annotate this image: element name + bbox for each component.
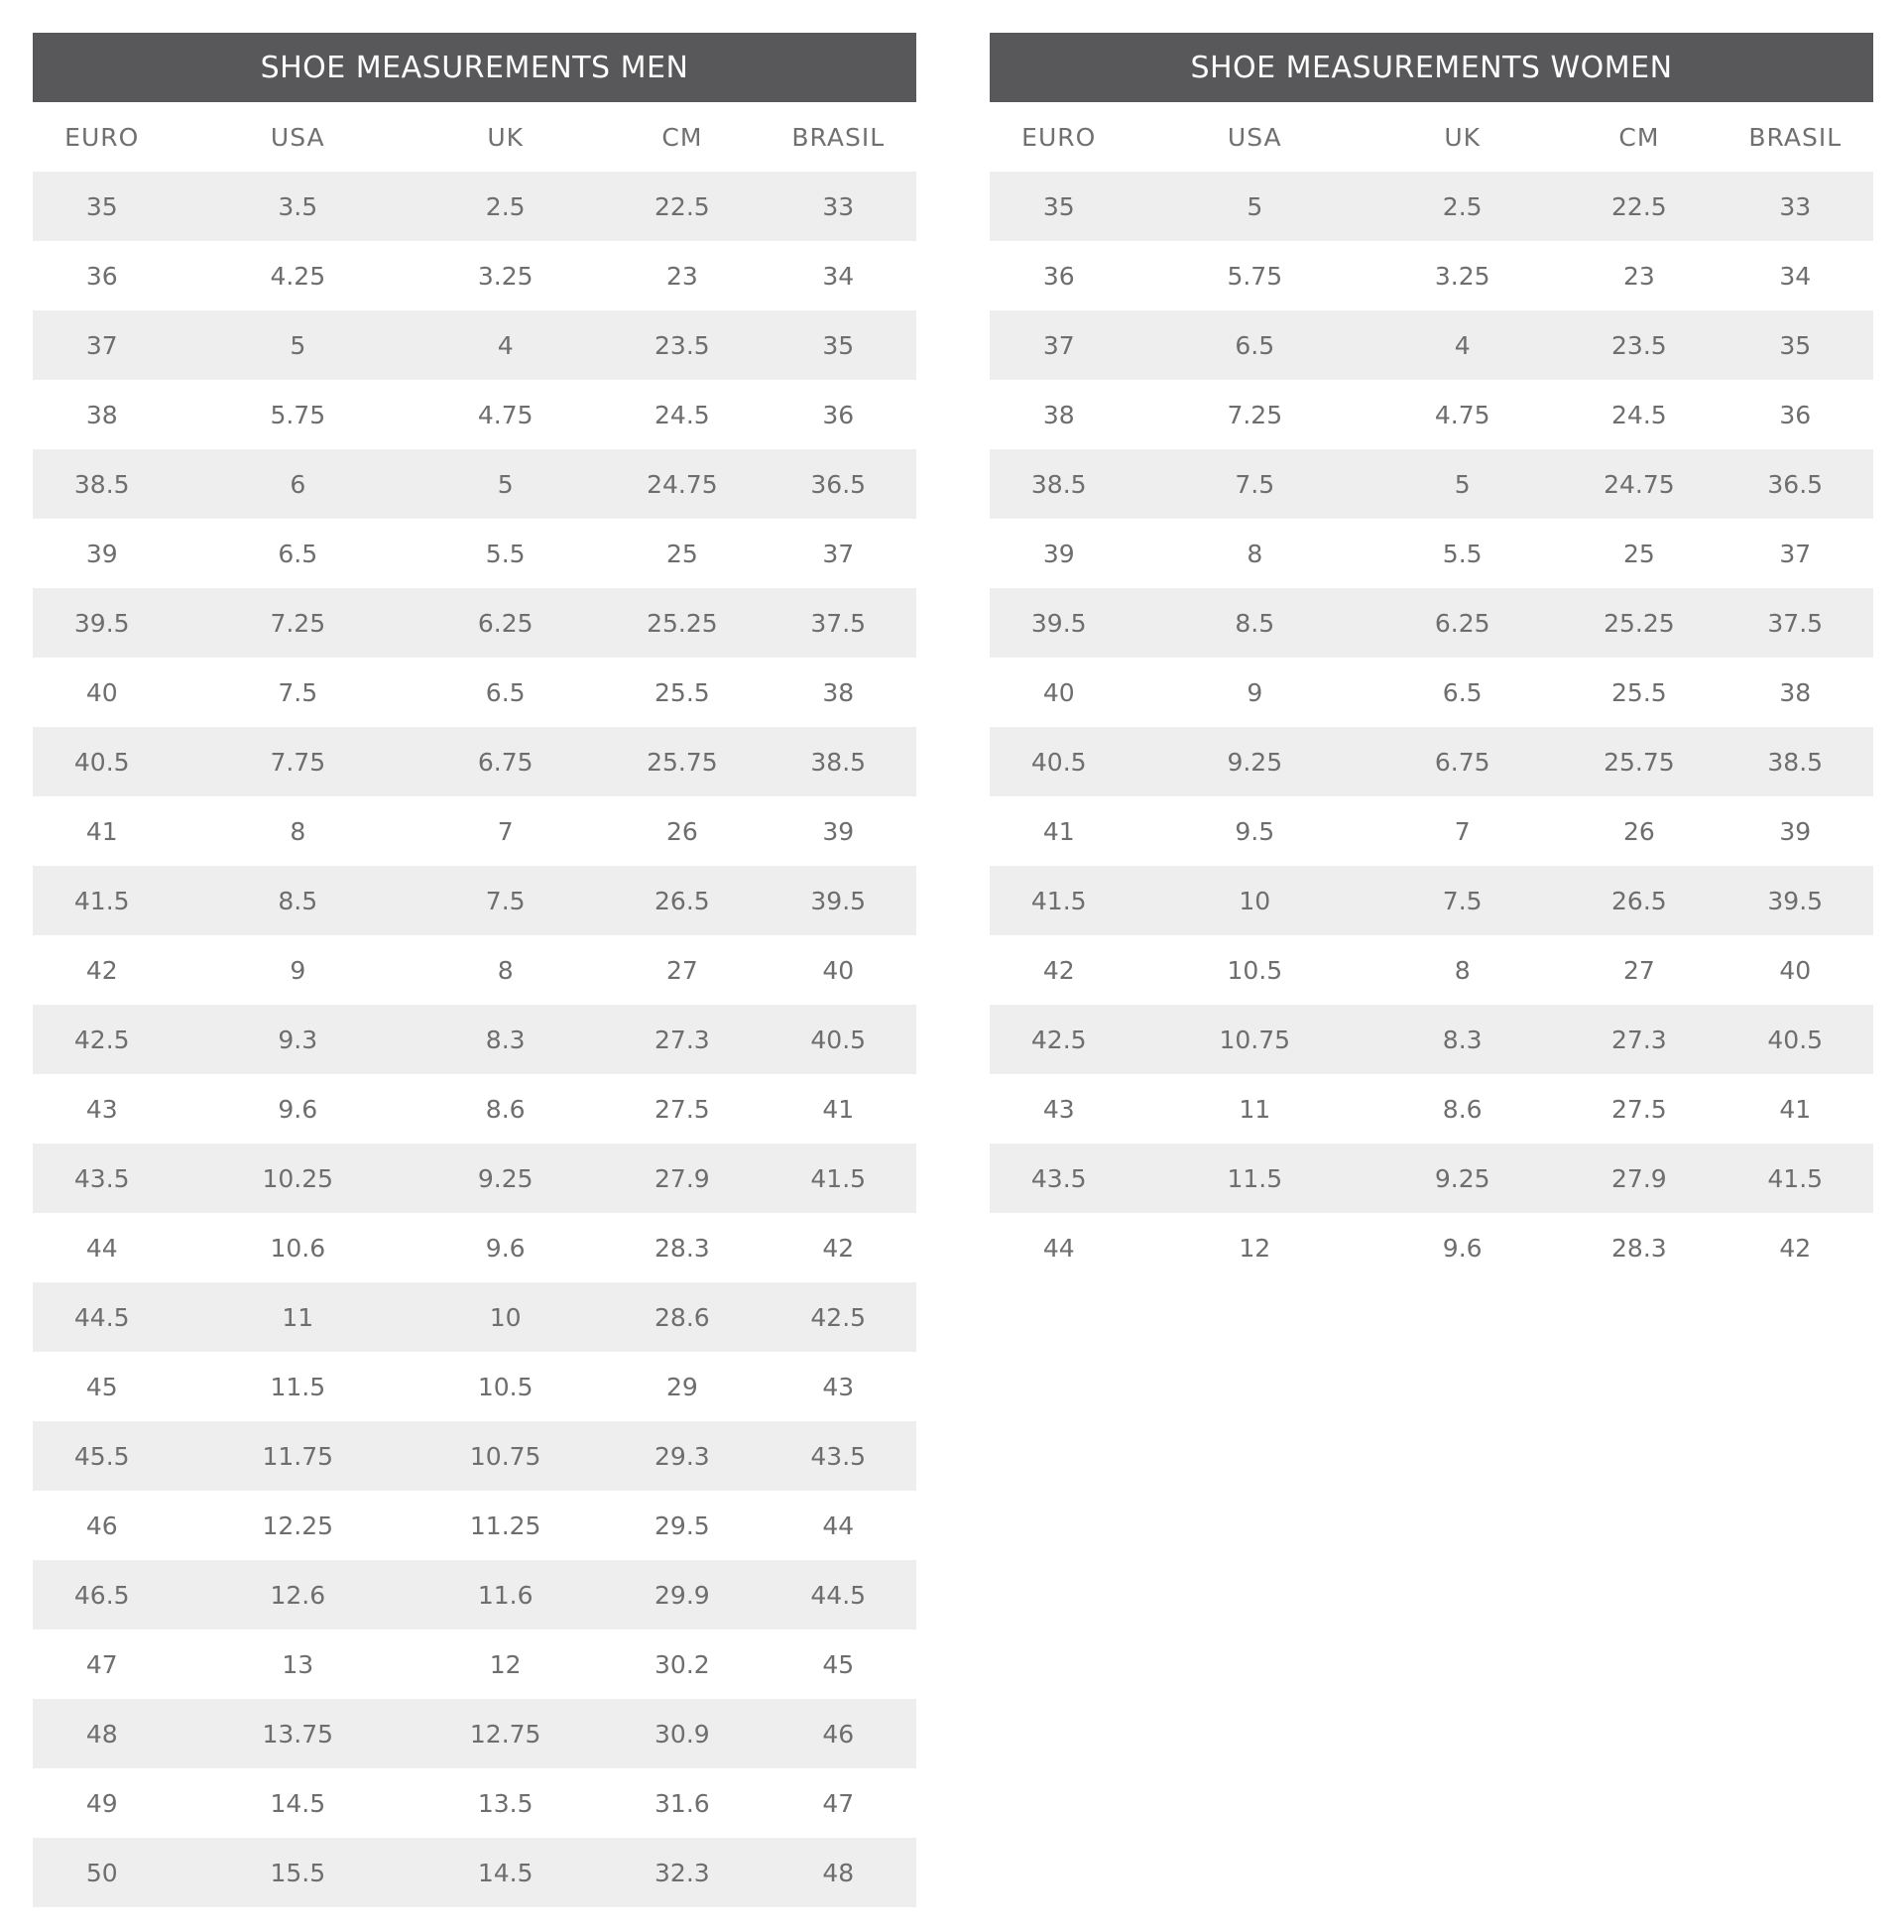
- cell-uk: 10: [489, 1302, 522, 1332]
- cell-brasil: 37: [1779, 539, 1812, 568]
- table-row: [33, 588, 916, 658]
- cell-uk: 4.75: [1434, 400, 1490, 429]
- cell-cm: 25.75: [647, 747, 718, 777]
- cell-euro: 39: [1042, 539, 1075, 568]
- table-row: [33, 1838, 916, 1907]
- cell-uk: 11.25: [469, 1510, 541, 1540]
- cell-brasil: 36.5: [1767, 469, 1824, 499]
- cell-usa: 10.5: [1227, 955, 1283, 985]
- cell-euro: 42: [1042, 955, 1075, 985]
- cell-uk: 6.5: [1442, 677, 1483, 707]
- cell-brasil: 33: [822, 191, 855, 221]
- men-size-table: [33, 33, 916, 1907]
- table-row: [990, 380, 1873, 449]
- cell-uk: 8.3: [485, 1025, 526, 1054]
- column-header-usa: USA: [1227, 122, 1282, 152]
- cell-euro: 49: [85, 1788, 118, 1818]
- cell-brasil: 38.5: [810, 747, 867, 777]
- cell-usa: 3.5: [278, 191, 318, 221]
- cell-cm: 23.5: [654, 330, 710, 360]
- cell-cm: 23: [1622, 261, 1655, 291]
- cell-brasil: 34: [822, 261, 855, 291]
- cell-brasil: 38: [822, 677, 855, 707]
- cell-usa: 9.6: [278, 1094, 318, 1124]
- cell-euro: 48: [85, 1719, 118, 1749]
- cell-brasil: 41: [822, 1094, 855, 1124]
- cell-usa: 5: [290, 330, 306, 360]
- cell-euro: 37: [85, 330, 118, 360]
- table-row: [990, 1074, 1873, 1144]
- women-size-table: [990, 33, 1873, 1282]
- cell-euro: 38: [1042, 400, 1075, 429]
- cell-euro: 39.5: [73, 608, 130, 638]
- cell-usa: 9.25: [1227, 747, 1283, 777]
- cell-cm: 25: [665, 539, 698, 568]
- cell-euro: 38.5: [1030, 469, 1087, 499]
- cell-uk: 4: [1454, 330, 1471, 360]
- cell-uk: 12.75: [469, 1719, 541, 1749]
- cell-uk: 4: [497, 330, 514, 360]
- cell-uk: 8.6: [1442, 1094, 1483, 1124]
- cell-cm: 27: [1622, 955, 1655, 985]
- cell-uk: 7.5: [485, 886, 526, 915]
- cell-brasil: 47: [822, 1788, 855, 1818]
- table-row: [990, 796, 1873, 866]
- table-row: [990, 1213, 1873, 1282]
- cell-cm: 27.5: [654, 1094, 710, 1124]
- cell-euro: 42: [85, 955, 118, 985]
- cell-euro: 40: [85, 677, 118, 707]
- table-row: [33, 449, 916, 519]
- column-header-brasil: BRASIL: [1748, 122, 1843, 152]
- cell-euro: 41.5: [1030, 886, 1087, 915]
- cell-usa: 15.5: [270, 1858, 326, 1887]
- cell-usa: 7.25: [1227, 400, 1283, 429]
- cell-brasil: 38: [1779, 677, 1812, 707]
- column-header-brasil: BRASIL: [791, 122, 886, 152]
- table-row: [990, 310, 1873, 380]
- cell-euro: 41: [85, 816, 118, 846]
- cell-cm: 28.3: [654, 1233, 710, 1263]
- cell-usa: 13: [282, 1649, 314, 1679]
- cell-euro: 44: [85, 1233, 118, 1263]
- cell-brasil: 37.5: [1767, 608, 1824, 638]
- cell-uk: 5: [497, 469, 514, 499]
- cell-brasil: 35: [822, 330, 855, 360]
- cell-usa: 12: [1239, 1233, 1271, 1263]
- table-body: [33, 172, 916, 1907]
- cell-usa: 7.25: [270, 608, 326, 638]
- cell-euro: 40.5: [73, 747, 130, 777]
- cell-cm: 29.5: [654, 1510, 710, 1540]
- cell-euro: 37: [1042, 330, 1075, 360]
- cell-usa: 6.5: [1235, 330, 1275, 360]
- cell-usa: 10: [1239, 886, 1271, 915]
- cell-cm: 27.9: [654, 1163, 710, 1193]
- cell-cm: 23: [665, 261, 698, 291]
- cell-cm: 27.5: [1611, 1094, 1667, 1124]
- cell-cm: 27.9: [1611, 1163, 1667, 1193]
- cell-uk: 5.5: [485, 539, 526, 568]
- table-row: [990, 658, 1873, 727]
- cell-uk: 7: [497, 816, 514, 846]
- cell-brasil: 38.5: [1767, 747, 1824, 777]
- cell-usa: 9.5: [1235, 816, 1275, 846]
- cell-cm: 29.9: [654, 1580, 710, 1610]
- table-row: [33, 172, 916, 241]
- cell-usa: 8.5: [1235, 608, 1275, 638]
- cell-uk: 9.6: [485, 1233, 526, 1263]
- cell-uk: 13.5: [477, 1788, 534, 1818]
- table-title: SHOE MEASUREMENTS WOMEN: [990, 33, 1873, 102]
- cell-brasil: 37.5: [810, 608, 867, 638]
- cell-uk: 11.6: [477, 1580, 534, 1610]
- cell-brasil: 41: [1779, 1094, 1812, 1124]
- table-row: [990, 172, 1873, 241]
- cell-euro: 43: [85, 1094, 118, 1124]
- cell-cm: 25.5: [1611, 677, 1667, 707]
- cell-euro: 45.5: [73, 1441, 130, 1471]
- cell-euro: 42.5: [1030, 1025, 1087, 1054]
- cell-uk: 3.25: [1434, 261, 1490, 291]
- cell-usa: 6.5: [278, 539, 318, 568]
- table-row: [33, 796, 916, 866]
- cell-brasil: 40: [1779, 955, 1812, 985]
- cell-usa: 5: [1247, 191, 1263, 221]
- cell-brasil: 37: [822, 539, 855, 568]
- cell-brasil: 33: [1779, 191, 1812, 221]
- cell-usa: 6: [290, 469, 306, 499]
- cell-euro: 41: [1042, 816, 1075, 846]
- cell-euro: 43: [1042, 1094, 1075, 1124]
- cell-uk: 7: [1454, 816, 1471, 846]
- table-row: [33, 1699, 916, 1768]
- cell-uk: 6.5: [485, 677, 526, 707]
- cell-cm: 30.2: [654, 1649, 710, 1679]
- cell-usa: 11.75: [262, 1441, 334, 1471]
- cell-brasil: 48: [822, 1858, 855, 1887]
- cell-brasil: 44.5: [810, 1580, 867, 1610]
- cell-usa: 8: [1247, 539, 1263, 568]
- cell-cm: 31.6: [654, 1788, 710, 1818]
- cell-brasil: 39: [822, 816, 855, 846]
- cell-cm: 26: [1622, 816, 1655, 846]
- cell-usa: 8: [290, 816, 306, 846]
- cell-cm: 24.5: [1611, 400, 1667, 429]
- cell-euro: 35: [1042, 191, 1075, 221]
- cell-cm: 26.5: [654, 886, 710, 915]
- cell-uk: 7.5: [1442, 886, 1483, 915]
- cell-cm: 30.9: [654, 1719, 710, 1749]
- cell-cm: 25.5: [654, 677, 710, 707]
- table-row: [990, 1005, 1873, 1074]
- cell-uk: 6.75: [1434, 747, 1490, 777]
- cell-usa: 9: [1247, 677, 1263, 707]
- cell-usa: 10.25: [262, 1163, 334, 1193]
- table-row: [990, 588, 1873, 658]
- cell-euro: 39: [85, 539, 118, 568]
- cell-usa: 7.75: [270, 747, 326, 777]
- cell-brasil: 40.5: [1767, 1025, 1824, 1054]
- cell-euro: 38: [85, 400, 118, 429]
- cell-cm: 26.5: [1611, 886, 1667, 915]
- cell-uk: 9.25: [1434, 1163, 1490, 1193]
- cell-usa: 11.5: [270, 1372, 326, 1401]
- cell-brasil: 35: [1779, 330, 1812, 360]
- cell-brasil: 39: [1779, 816, 1812, 846]
- table-row: [33, 1352, 916, 1421]
- cell-euro: 43.5: [73, 1163, 130, 1193]
- cell-uk: 4.75: [477, 400, 534, 429]
- table-row: [990, 727, 1873, 796]
- cell-uk: 14.5: [477, 1858, 534, 1887]
- cell-brasil: 40: [822, 955, 855, 985]
- cell-brasil: 44: [822, 1510, 855, 1540]
- cell-euro: 46: [85, 1510, 118, 1540]
- cell-uk: 8: [1454, 955, 1471, 985]
- cell-usa: 8.5: [278, 886, 318, 915]
- cell-uk: 8: [497, 955, 514, 985]
- cell-cm: 29.3: [654, 1441, 710, 1471]
- cell-euro: 40.5: [1030, 747, 1087, 777]
- cell-cm: 24.75: [1604, 469, 1675, 499]
- cell-cm: 28.6: [654, 1302, 710, 1332]
- table-row: [33, 380, 916, 449]
- table-row: [33, 310, 916, 380]
- table-row: [33, 519, 916, 588]
- cell-brasil: 34: [1779, 261, 1812, 291]
- table-row: [990, 519, 1873, 588]
- cell-uk: 5: [1454, 469, 1471, 499]
- cell-uk: 8.6: [485, 1094, 526, 1124]
- cell-brasil: 39.5: [810, 886, 867, 915]
- cell-brasil: 42: [822, 1233, 855, 1263]
- cell-usa: 12.6: [270, 1580, 326, 1610]
- cell-brasil: 36: [822, 400, 855, 429]
- cell-usa: 5.75: [270, 400, 326, 429]
- cell-usa: 9.3: [278, 1025, 318, 1054]
- cell-euro: 45: [85, 1372, 118, 1401]
- cell-uk: 9.25: [477, 1163, 534, 1193]
- table-row: [33, 727, 916, 796]
- table-row: [33, 1282, 916, 1352]
- table-row: [33, 658, 916, 727]
- cell-cm: 24.75: [647, 469, 718, 499]
- table-body: [990, 172, 1873, 1282]
- cell-euro: 41.5: [73, 886, 130, 915]
- cell-brasil: 46: [822, 1719, 855, 1749]
- cell-cm: 23.5: [1611, 330, 1667, 360]
- cell-uk: 10.75: [469, 1441, 541, 1471]
- table-row: [33, 1421, 916, 1491]
- table-row: [33, 1074, 916, 1144]
- table-row: [33, 1560, 916, 1630]
- cell-cm: 28.3: [1611, 1233, 1667, 1263]
- column-header-uk: UK: [487, 122, 525, 152]
- cell-brasil: 43: [822, 1372, 855, 1401]
- cell-usa: 12.25: [262, 1510, 334, 1540]
- cell-cm: 25.25: [1604, 608, 1675, 638]
- cell-cm: 22.5: [654, 191, 710, 221]
- cell-brasil: 43.5: [810, 1441, 867, 1471]
- table-row: [33, 1144, 916, 1213]
- cell-uk: 6.25: [1434, 608, 1490, 638]
- cell-usa: 7.5: [1235, 469, 1275, 499]
- table-row: [33, 1491, 916, 1560]
- table-row: [990, 241, 1873, 310]
- cell-usa: 14.5: [270, 1788, 326, 1818]
- cell-usa: 11: [282, 1302, 314, 1332]
- cell-uk: 2.5: [1442, 191, 1483, 221]
- cell-usa: 9: [290, 955, 306, 985]
- table-row: [33, 1768, 916, 1838]
- table-row: [33, 1005, 916, 1074]
- cell-uk: 10.5: [477, 1372, 534, 1401]
- cell-uk: 3.25: [477, 261, 534, 291]
- cell-uk: 2.5: [485, 191, 526, 221]
- cell-cm: 24.5: [654, 400, 710, 429]
- cell-cm: 25.75: [1604, 747, 1675, 777]
- cell-cm: 27.3: [654, 1025, 710, 1054]
- column-header-cm: CM: [1618, 122, 1660, 152]
- cell-euro: 43.5: [1030, 1163, 1087, 1193]
- column-header-cm: CM: [661, 122, 703, 152]
- table-row: [990, 866, 1873, 935]
- cell-usa: 11: [1239, 1094, 1271, 1124]
- cell-euro: 36: [85, 261, 118, 291]
- cell-usa: 10.75: [1219, 1025, 1291, 1054]
- column-header-uk: UK: [1444, 122, 1482, 152]
- column-header-euro: EURO: [1021, 122, 1097, 152]
- cell-usa: 7.5: [278, 677, 318, 707]
- table-row: [990, 935, 1873, 1005]
- table-header-row: [990, 102, 1873, 172]
- cell-cm: 25.25: [647, 608, 718, 638]
- table-title: SHOE MEASUREMENTS MEN: [33, 33, 916, 102]
- cell-brasil: 42: [1779, 1233, 1812, 1263]
- table-header-row: [33, 102, 916, 172]
- cell-uk: 9.6: [1442, 1233, 1483, 1263]
- cell-cm: 27.3: [1611, 1025, 1667, 1054]
- cell-cm: 29: [665, 1372, 698, 1401]
- column-header-usa: USA: [270, 122, 325, 152]
- cell-euro: 44.5: [73, 1302, 130, 1332]
- cell-euro: 50: [85, 1858, 118, 1887]
- cell-euro: 44: [1042, 1233, 1075, 1263]
- cell-brasil: 41.5: [810, 1163, 867, 1193]
- cell-cm: 25: [1622, 539, 1655, 568]
- cell-euro: 46.5: [73, 1580, 130, 1610]
- cell-usa: 10.6: [270, 1233, 326, 1263]
- table-row: [33, 935, 916, 1005]
- column-header-euro: EURO: [64, 122, 140, 152]
- cell-brasil: 39.5: [1767, 886, 1824, 915]
- cell-euro: 40: [1042, 677, 1075, 707]
- cell-euro: 38.5: [73, 469, 130, 499]
- table-row: [990, 1144, 1873, 1213]
- cell-euro: 39.5: [1030, 608, 1087, 638]
- cell-euro: 47: [85, 1649, 118, 1679]
- cell-euro: 36: [1042, 261, 1075, 291]
- cell-cm: 27: [665, 955, 698, 985]
- cell-brasil: 40.5: [810, 1025, 867, 1054]
- table-row: [33, 866, 916, 935]
- cell-cm: 32.3: [654, 1858, 710, 1887]
- cell-uk: 6.25: [477, 608, 534, 638]
- cell-uk: 8.3: [1442, 1025, 1483, 1054]
- cell-uk: 5.5: [1442, 539, 1483, 568]
- cell-usa: 4.25: [270, 261, 326, 291]
- table-row: [33, 1213, 916, 1282]
- cell-usa: 5.75: [1227, 261, 1283, 291]
- cell-euro: 35: [85, 191, 118, 221]
- cell-brasil: 42.5: [810, 1302, 867, 1332]
- cell-usa: 13.75: [262, 1719, 334, 1749]
- cell-usa: 11.5: [1227, 1163, 1283, 1193]
- table-row: [33, 241, 916, 310]
- cell-brasil: 41.5: [1767, 1163, 1824, 1193]
- cell-cm: 26: [665, 816, 698, 846]
- cell-brasil: 36: [1779, 400, 1812, 429]
- table-row: [990, 449, 1873, 519]
- cell-uk: 6.75: [477, 747, 534, 777]
- table-row: [33, 1630, 916, 1699]
- cell-cm: 22.5: [1611, 191, 1667, 221]
- cell-brasil: 36.5: [810, 469, 867, 499]
- cell-brasil: 45: [822, 1649, 855, 1679]
- cell-euro: 42.5: [73, 1025, 130, 1054]
- cell-uk: 12: [489, 1649, 522, 1679]
